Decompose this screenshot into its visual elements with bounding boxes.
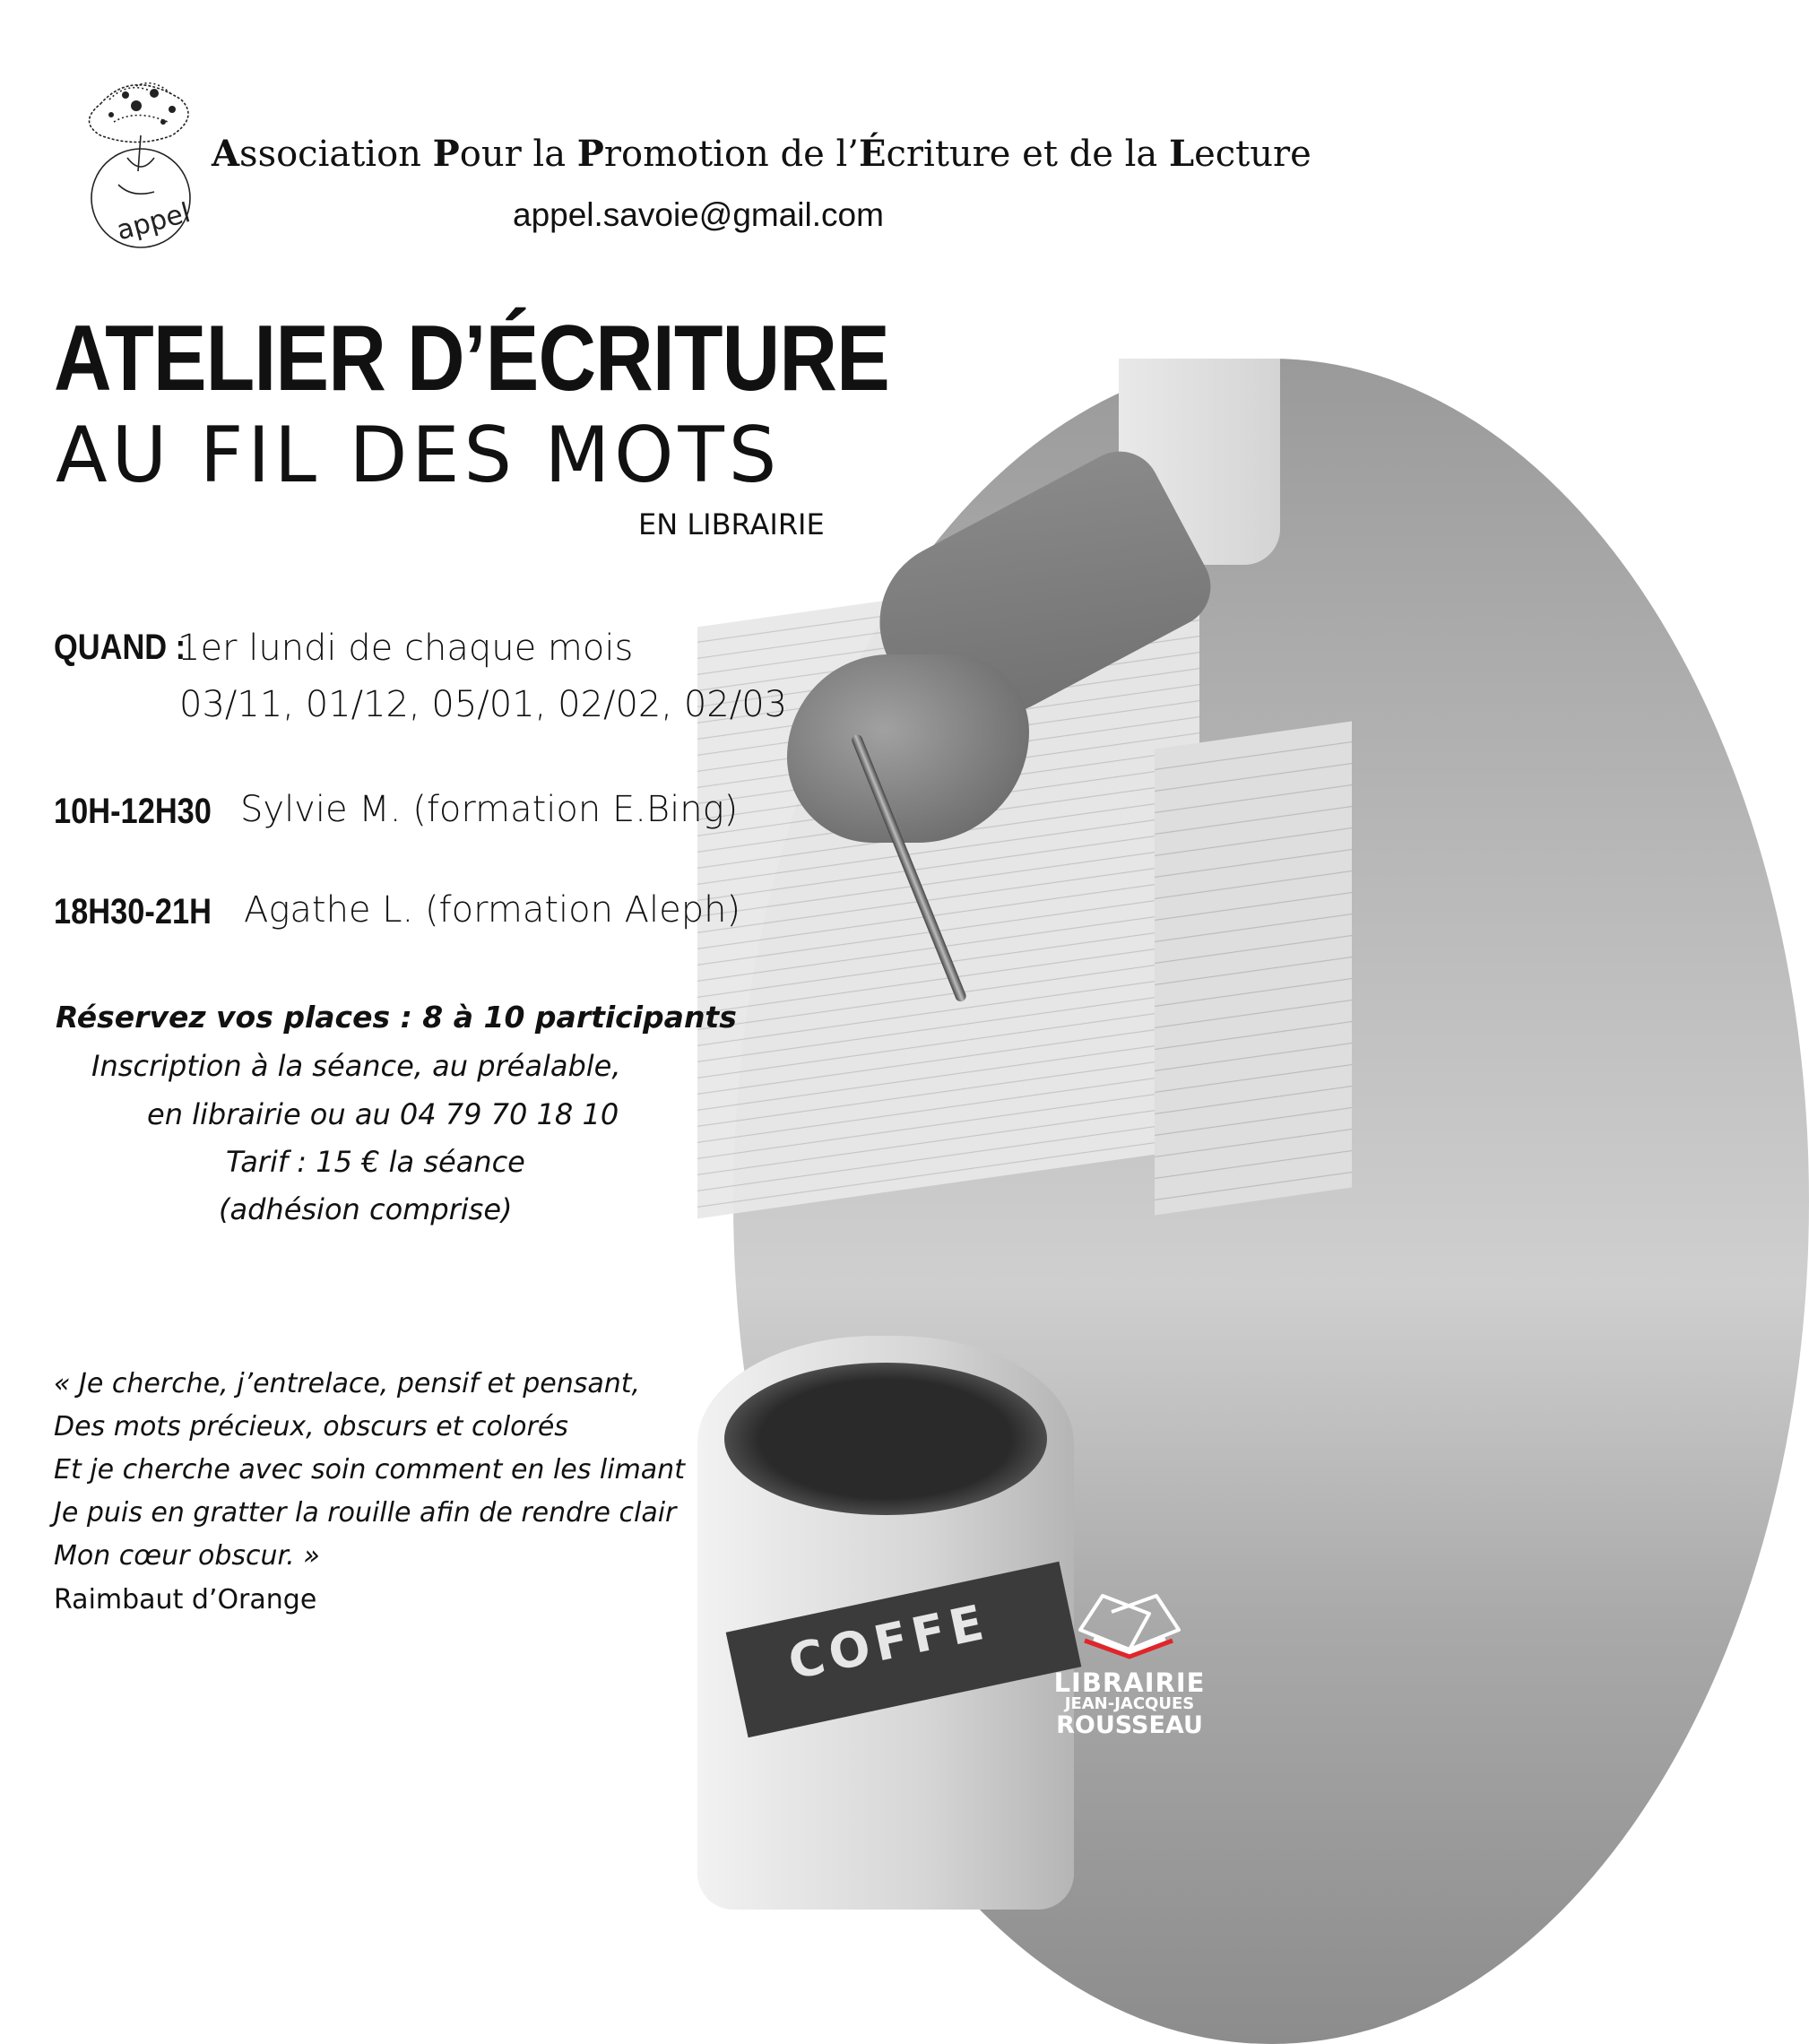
poem-line: « Je cherche, j’entrelace, pensif et pensant, (54, 1368, 641, 1399)
poem-author: Raimbaut d’Orange (54, 1584, 317, 1615)
cup-text: COFFE (783, 1593, 994, 1691)
evening-time: 18H30-21H (54, 892, 212, 931)
association-word: ssociation (239, 134, 433, 175)
inscription-line-2: en librairie ou au 04 79 70 18 10 (147, 1097, 619, 1131)
association-initial: P (576, 133, 604, 175)
poem-line: Mon cœur obscur. » (54, 1540, 320, 1572)
contact-email[interactable]: appel.savoie@gmail.com (513, 196, 884, 233)
morning-time: 10H-12H30 (54, 792, 212, 831)
quand-frequency: 1er lundi de chaque mois (177, 628, 634, 669)
association-word: romotion de l’ (603, 134, 859, 175)
title-line-2: AU FIL DES MOTS (56, 411, 782, 500)
bookshop-name-1: LIBRAIRIE (1053, 1667, 1206, 1698)
poem-line: Je puis en gratter la rouille afin de rendre clair (54, 1497, 677, 1529)
association-initial: P (432, 133, 460, 175)
association-initial: L (1168, 133, 1195, 175)
membership-note: (adhésion comprise) (219, 1192, 513, 1226)
poem-line: Et je cherche avec soin comment en les limant (54, 1454, 685, 1485)
association-initial: A (212, 133, 240, 175)
writing-photo (733, 359, 1809, 2044)
inscription-line-1: Inscription à la séance, au préalable, (91, 1049, 621, 1083)
evening-facilitator: Agathe L. (formation Aleph) (244, 889, 741, 931)
association-initial: É (859, 133, 887, 175)
title-line-3: EN LIBRAIRIE (638, 507, 825, 541)
open-book-icon (1067, 1587, 1192, 1659)
quand-label: QUAND : (54, 628, 186, 667)
title-line-1: ATELIER D’ÉCRITURE (54, 307, 889, 411)
association-word: our la (459, 134, 577, 175)
reservation-headline: Réservez vos places : 8 à 10 participants (56, 1000, 737, 1035)
bookshop-name-3: ROUSSEAU (1056, 1711, 1203, 1740)
association-logo (47, 50, 217, 252)
association-word: criture et de la (886, 134, 1169, 175)
bookshop-logo (1049, 1587, 1210, 1766)
association-name (212, 133, 1311, 175)
poem-line: Des mots précieux, obscurs et colorés (54, 1411, 568, 1442)
coffee-liquid (724, 1363, 1047, 1515)
logo-text: appel (113, 197, 195, 247)
association-word: ecture (1194, 134, 1311, 175)
morning-facilitator: Sylvie M. (formation E.Bing) (240, 789, 739, 830)
price: Tarif : 15 € la séance (226, 1145, 525, 1179)
quand-dates: 03/11, 01/12, 05/01, 02/02, 02/03 (179, 684, 788, 725)
bookshop-name-2: JEAN-JACQUES (1064, 1694, 1195, 1714)
notebook-right-page (1155, 722, 1352, 1216)
